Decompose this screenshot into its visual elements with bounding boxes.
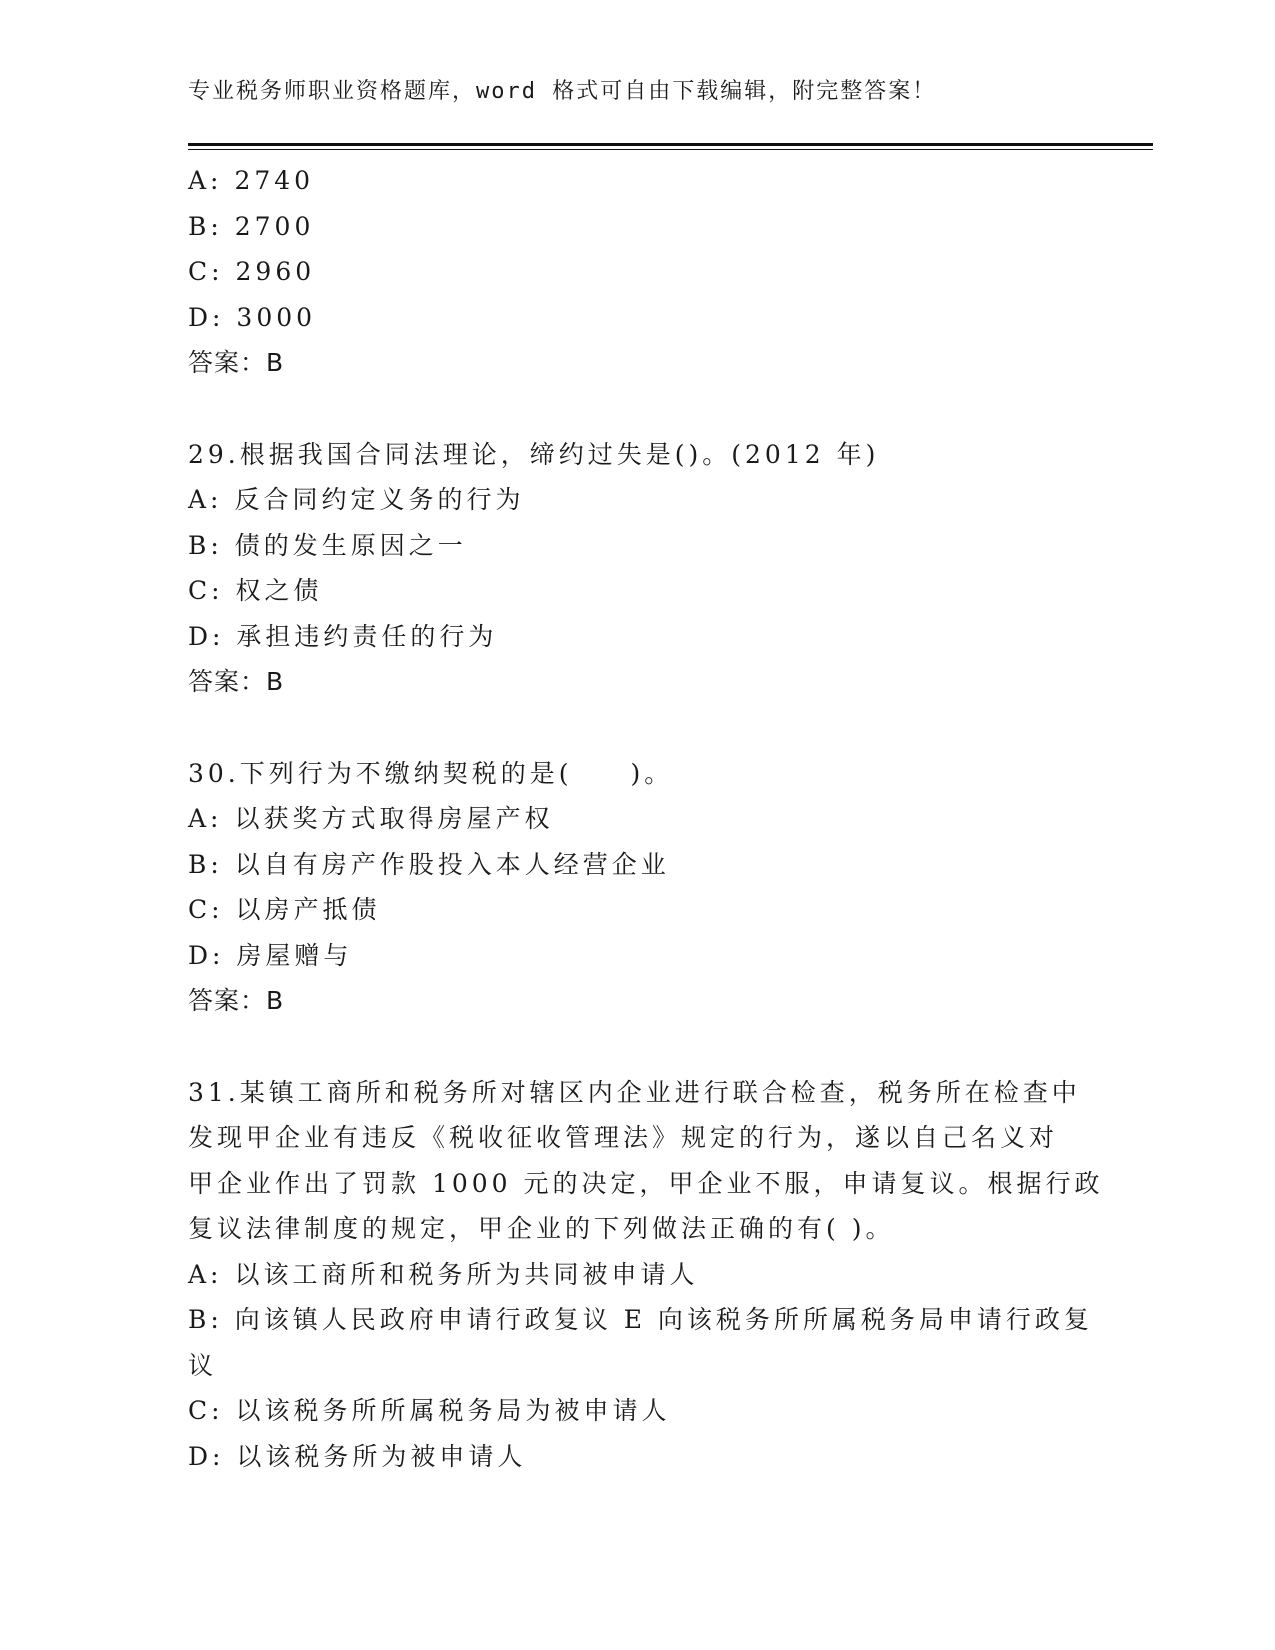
option-d: D: 3000 (188, 302, 317, 332)
question-stem-line: 复议法律制度的规定，甲企业的下列做法正确的有( )。 (188, 1214, 895, 1243)
question-30 (188, 751, 1088, 1024)
option-c: C: 以该税务所所属税务局为被申请人 (188, 1396, 671, 1425)
option-b: B: 以自有房产作股投入本人经营企业 (188, 849, 670, 879)
option-a: A: 以获奖方式取得房屋产权 (188, 804, 554, 833)
question-stem-line: 发现甲企业有违反《税收征收管理法》规定的行为，遂以自己名义对 (188, 1123, 1059, 1152)
option-a: A: 反合同约定义务的行为 (188, 485, 525, 514)
question-31 (188, 1070, 1104, 1480)
page-header: 专业税务师职业资格题库，word 格式可自由下载编辑，附完整答案！ (188, 79, 937, 104)
option-a: A: 以该工商所和税务所为共同被申请人 (188, 1259, 699, 1289)
option-b-continuation: 议 (188, 1350, 218, 1380)
option-c: C: 权之债 (188, 576, 323, 605)
option-b: B: 债的发生原因之一 (188, 530, 467, 560)
header-rule-thick (188, 143, 1153, 146)
option-c: C: 2960 (188, 257, 316, 286)
question-stem: 29.根据我国合同法理论，缔约过失是()。(2012 年) (188, 439, 880, 469)
answer: 答案：B (188, 986, 285, 1015)
question-stem: 30.下列行为不缴纳契税的是( )。 (188, 758, 674, 788)
question-28 (188, 158, 1088, 386)
answer: 答案：B (188, 348, 285, 377)
question-29 (188, 432, 1088, 705)
option-c: C: 以房产抵债 (188, 895, 381, 924)
option-d: D: 承担违约责任的行为 (188, 621, 498, 651)
option-b: B: 2700 (188, 211, 315, 241)
option-b: B: 向该镇人民政府申请行政复议 E 向该税务所所属税务局申请行政复 (188, 1305, 1093, 1334)
option-a: A: 2740 (188, 166, 315, 195)
question-stem-line: 甲企业作出了罚款 1000 元的决定，甲企业不服，申请复议。根据行政 (188, 1168, 1104, 1198)
answer: 答案：B (188, 667, 285, 696)
question-stem-line: 31.某镇工商所和税务所对辖区内企业进行联合检查，税务所在检查中 (188, 1077, 1081, 1107)
header-rule-thin (188, 149, 1153, 150)
option-d: D: 以该税务所为被申请人 (188, 1441, 527, 1471)
question-content (188, 158, 1104, 1479)
option-d: D: 房屋赠与 (188, 940, 353, 970)
